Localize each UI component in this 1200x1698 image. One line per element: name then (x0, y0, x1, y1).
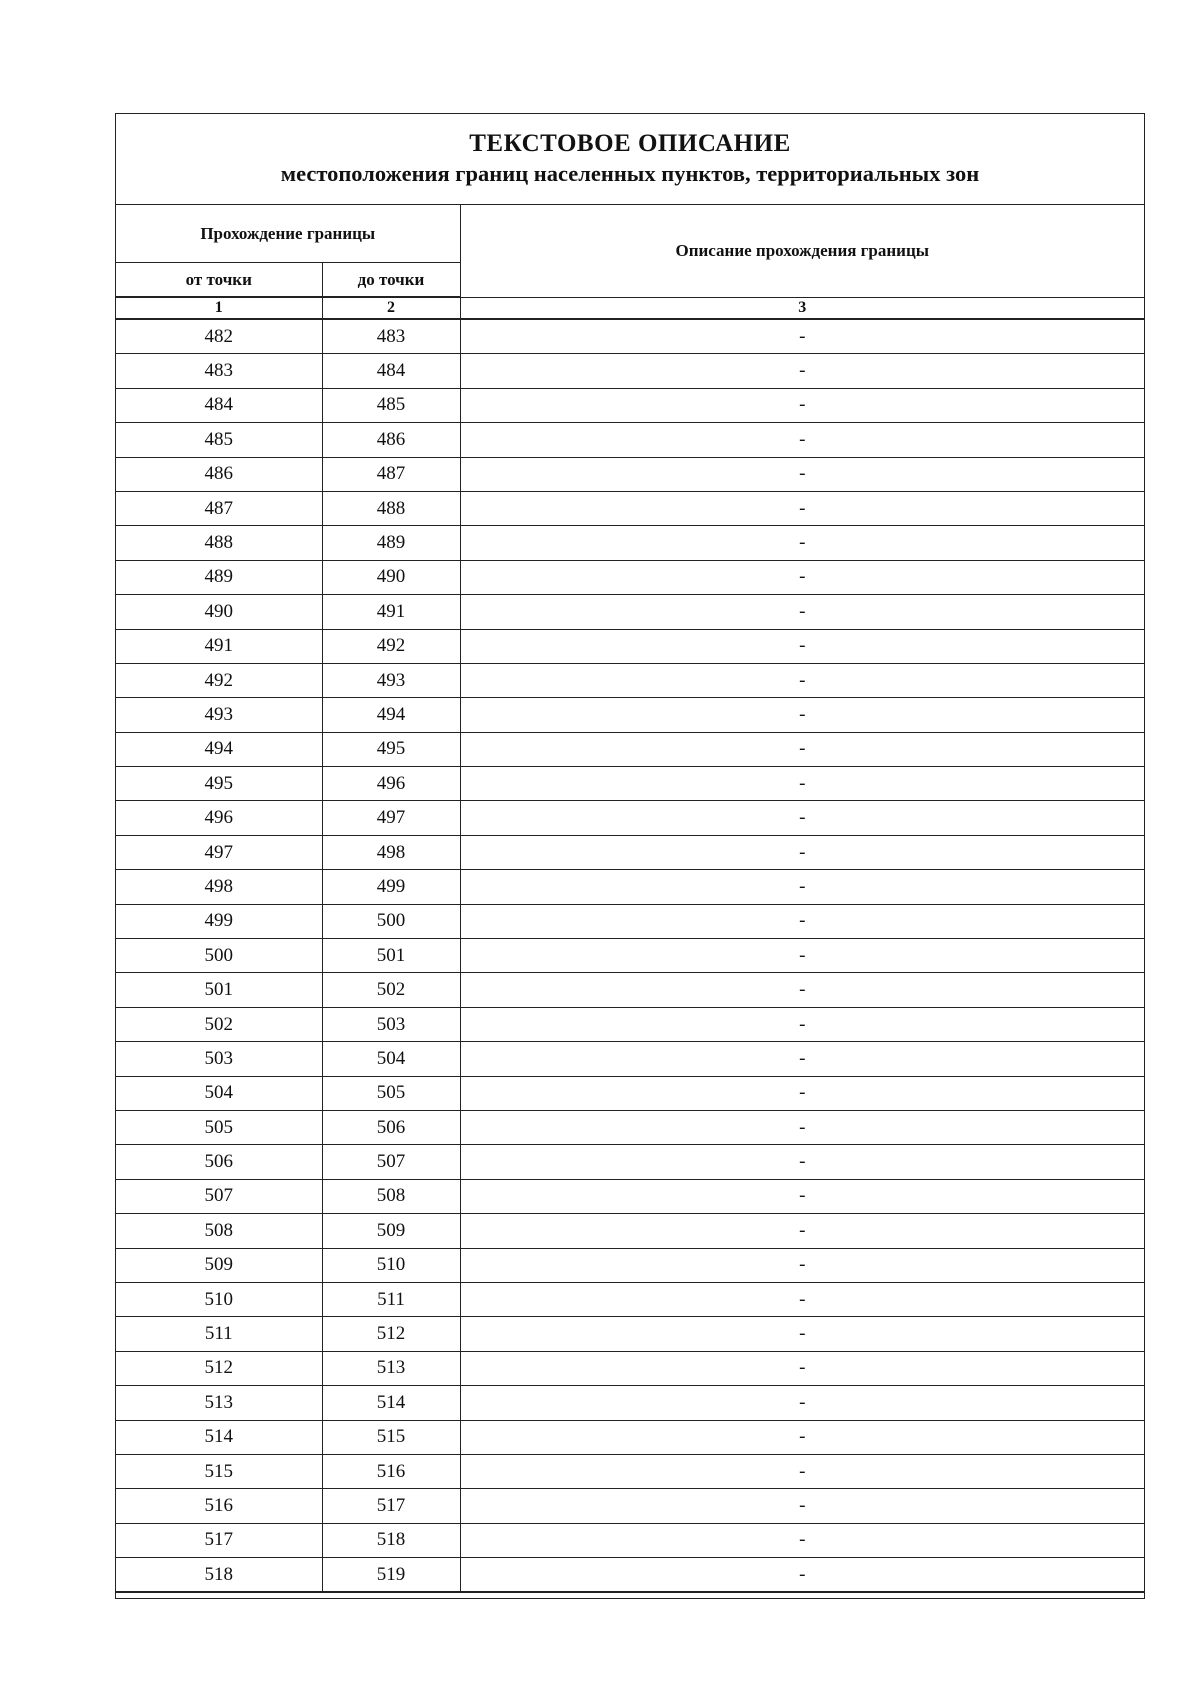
description-cell: - (460, 1076, 1144, 1110)
from-point-cell: 512 (116, 1351, 322, 1385)
table-row (116, 801, 1144, 835)
description-cell: - (460, 1282, 1144, 1316)
table-row (116, 526, 1144, 560)
from-point-cell: 484 (116, 388, 322, 422)
table-row (116, 423, 1144, 457)
from-point-cell: 496 (116, 801, 322, 835)
from-point-cell: 493 (116, 698, 322, 732)
to-point-cell: 494 (322, 698, 460, 732)
from-point-cell: 516 (116, 1489, 322, 1523)
table-body (116, 319, 1144, 1592)
to-point-cell: 499 (322, 870, 460, 904)
from-point-cell: 513 (116, 1386, 322, 1420)
from-point-cell: 489 (116, 560, 322, 594)
from-point-cell: 511 (116, 1317, 322, 1351)
description-cell: - (460, 1214, 1144, 1248)
from-point-cell: 497 (116, 835, 322, 869)
to-point-cell: 517 (322, 1489, 460, 1523)
from-point-cell: 518 (116, 1558, 322, 1593)
to-point-cell: 516 (322, 1454, 460, 1488)
from-point-cell: 487 (116, 491, 322, 525)
description-cell: - (460, 698, 1144, 732)
to-point-cell: 486 (322, 423, 460, 457)
document-title-block (116, 114, 1144, 205)
description-cell: - (460, 1386, 1144, 1420)
to-point-cell: 506 (322, 1110, 460, 1144)
document-title: ТЕКСТОВОЕ ОПИСАНИЕ (469, 130, 791, 157)
boundary-description-document (115, 113, 1145, 1599)
to-point-cell: 504 (322, 1042, 460, 1076)
from-point-cell: 515 (116, 1454, 322, 1488)
description-cell: - (460, 423, 1144, 457)
to-point-cell: 505 (322, 1076, 460, 1110)
to-point-cell: 496 (322, 767, 460, 801)
description-cell: - (460, 1179, 1144, 1213)
to-point-cell: 492 (322, 629, 460, 663)
from-point-cell: 504 (116, 1076, 322, 1110)
description-cell: - (460, 1454, 1144, 1488)
table-row (116, 939, 1144, 973)
from-point-cell: 495 (116, 767, 322, 801)
column-number-1: 1 (116, 297, 322, 319)
description-cell: - (460, 767, 1144, 801)
from-point-cell: 488 (116, 526, 322, 560)
to-point-cell: 483 (322, 319, 460, 354)
description-cell: - (460, 1110, 1144, 1144)
to-point-cell: 510 (322, 1248, 460, 1282)
from-point-cell: 486 (116, 457, 322, 491)
to-point-cell: 511 (322, 1282, 460, 1316)
description-cell: - (460, 904, 1144, 938)
table-row (116, 560, 1144, 594)
description-cell: - (460, 629, 1144, 663)
from-point-cell: 509 (116, 1248, 322, 1282)
to-point-cell: 500 (322, 904, 460, 938)
header-to-point: до точки (322, 263, 460, 298)
description-cell: - (460, 1042, 1144, 1076)
table-row (116, 1042, 1144, 1076)
from-point-cell: 517 (116, 1523, 322, 1557)
description-cell: - (460, 1558, 1144, 1593)
description-cell: - (460, 801, 1144, 835)
from-point-cell: 501 (116, 973, 322, 1007)
table-row (116, 1420, 1144, 1454)
from-point-cell: 498 (116, 870, 322, 904)
description-cell: - (460, 319, 1144, 354)
from-point-cell: 499 (116, 904, 322, 938)
description-cell: - (460, 491, 1144, 525)
table-row (116, 732, 1144, 766)
from-point-cell: 483 (116, 354, 322, 388)
table-row (116, 388, 1144, 422)
table-row (116, 663, 1144, 697)
from-point-cell: 490 (116, 595, 322, 629)
description-cell: - (460, 388, 1144, 422)
column-number-3: 3 (460, 297, 1144, 319)
table-row (116, 1317, 1144, 1351)
to-point-cell: 502 (322, 973, 460, 1007)
description-cell: - (460, 870, 1144, 904)
description-cell: - (460, 595, 1144, 629)
to-point-cell: 490 (322, 560, 460, 594)
description-cell: - (460, 1420, 1144, 1454)
table-row (116, 1523, 1144, 1557)
to-point-cell: 501 (322, 939, 460, 973)
table-row (116, 767, 1144, 801)
from-point-cell: 514 (116, 1420, 322, 1454)
table-row (116, 629, 1144, 663)
to-point-cell: 491 (322, 595, 460, 629)
description-cell: - (460, 1523, 1144, 1557)
table-row (116, 457, 1144, 491)
table-row (116, 491, 1144, 525)
table-row (116, 1386, 1144, 1420)
to-point-cell: 508 (322, 1179, 460, 1213)
table-row (116, 1076, 1144, 1110)
table-row (116, 870, 1144, 904)
description-cell: - (460, 939, 1144, 973)
description-cell: - (460, 1317, 1144, 1351)
table-row (116, 1282, 1144, 1316)
table-row (116, 1214, 1144, 1248)
from-point-cell: 506 (116, 1145, 322, 1179)
description-cell: - (460, 1248, 1144, 1282)
description-cell: - (460, 354, 1144, 388)
column-number-2: 2 (322, 297, 460, 319)
table-row (116, 904, 1144, 938)
table-row (116, 1248, 1144, 1282)
table-row (116, 973, 1144, 1007)
description-cell: - (460, 732, 1144, 766)
from-point-cell: 505 (116, 1110, 322, 1144)
from-point-cell: 500 (116, 939, 322, 973)
from-point-cell: 508 (116, 1214, 322, 1248)
from-point-cell: 491 (116, 629, 322, 663)
table-row (116, 354, 1144, 388)
to-point-cell: 487 (322, 457, 460, 491)
table-row (116, 1351, 1144, 1385)
from-point-cell: 492 (116, 663, 322, 697)
description-cell: - (460, 1489, 1144, 1523)
boundary-table (116, 205, 1144, 1593)
description-cell: - (460, 560, 1144, 594)
to-point-cell: 513 (322, 1351, 460, 1385)
to-point-cell: 488 (322, 491, 460, 525)
to-point-cell: 497 (322, 801, 460, 835)
to-point-cell: 518 (322, 1523, 460, 1557)
table-row (116, 1558, 1144, 1593)
from-point-cell: 507 (116, 1179, 322, 1213)
description-cell: - (460, 973, 1144, 1007)
from-point-cell: 502 (116, 1007, 322, 1041)
to-point-cell: 493 (322, 663, 460, 697)
to-point-cell: 507 (322, 1145, 460, 1179)
from-point-cell: 485 (116, 423, 322, 457)
from-point-cell: 510 (116, 1282, 322, 1316)
to-point-cell: 514 (322, 1386, 460, 1420)
to-point-cell: 498 (322, 835, 460, 869)
table-row (116, 319, 1144, 354)
description-cell: - (460, 1007, 1144, 1041)
description-cell: - (460, 1351, 1144, 1385)
to-point-cell: 519 (322, 1558, 460, 1593)
document-subtitle: местоположения границ населенных пунктов, территориальных зон (280, 161, 980, 186)
table-row (116, 1489, 1144, 1523)
from-point-cell: 503 (116, 1042, 322, 1076)
table-row (116, 1007, 1144, 1041)
table-row (116, 1145, 1144, 1179)
description-cell: - (460, 835, 1144, 869)
header-description: Описание прохождения границы (460, 205, 1144, 297)
to-point-cell: 495 (322, 732, 460, 766)
to-point-cell: 512 (322, 1317, 460, 1351)
header-from-point: от точки (116, 263, 322, 298)
table-row (116, 835, 1144, 869)
description-cell: - (460, 457, 1144, 491)
table-row (116, 1454, 1144, 1488)
table-row (116, 698, 1144, 732)
to-point-cell: 485 (322, 388, 460, 422)
table-row (116, 595, 1144, 629)
description-cell: - (460, 663, 1144, 697)
description-cell: - (460, 526, 1144, 560)
table-bottom-margin (116, 1593, 1144, 1598)
table-row (116, 1179, 1144, 1213)
from-point-cell: 494 (116, 732, 322, 766)
to-point-cell: 503 (322, 1007, 460, 1041)
from-point-cell: 482 (116, 319, 322, 354)
to-point-cell: 484 (322, 354, 460, 388)
to-point-cell: 509 (322, 1214, 460, 1248)
to-point-cell: 515 (322, 1420, 460, 1454)
header-boundary-passage: Прохождение границы (116, 205, 460, 263)
to-point-cell: 489 (322, 526, 460, 560)
table-row (116, 1110, 1144, 1144)
description-cell: - (460, 1145, 1144, 1179)
